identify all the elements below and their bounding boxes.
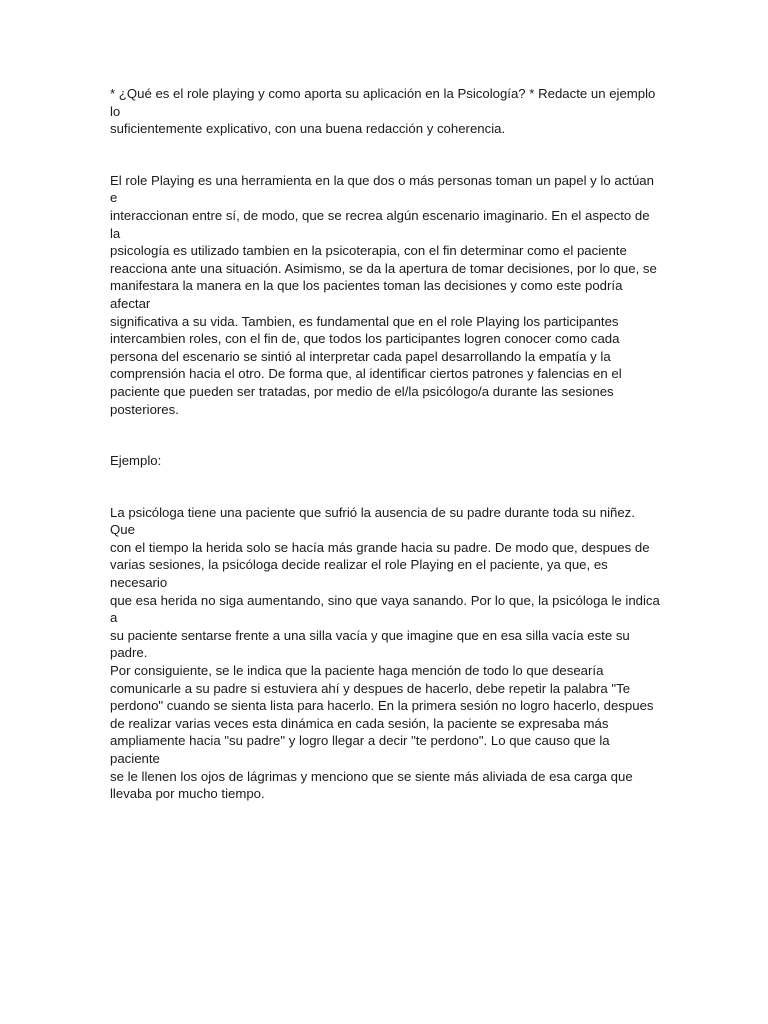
example-heading: Ejemplo:	[110, 453, 162, 469]
spacer	[110, 418, 662, 452]
question-paragraph: * ¿Qué es el role playing y como aporta su aplicación en la Psicología? * Redacte un ejemplo lo suficientemente explicativo, con una buena redacción y coherencia.	[110, 86, 656, 137]
example-paragraph: La psicóloga tiene una paciente que sufrió la ausencia de su padre durante toda su niñez. Que con el tiempo la herida solo se hacía más grande hacia su padre. De modo que, despues de varias sesiones, la psicóloga decide realizar el role Playing en el paciente, ya que, es necesario que esa herida no siga aumentando, sino que vaya sanando. Por lo que, la psicóloga le indica a su paciente sentarse frente a una silla vacía y que imagine que en esa silla vacía este su padre. Por consiguiente, se le indica que la paciente haga mención de todo lo que desearía comunicarle a su padre si estuviera ahí y despues de hacerlo, debe repetir la palabra "Te perdono" cuando se sienta lista para hacerlo. En la primera sesión no logro hacerlo, despues de realizar varias veces esta dinámica en cada sesión, la paciente se expresaba más ampliamente hacia "su padre" y logro llegar a decir "te perdono". Lo que causo que la paciente se le llenen los ojos de lágrimas y menciono que se siente más aliviada de esa carga que llevaba por mucho tiempo.	[110, 504, 660, 802]
spacer	[110, 138, 662, 172]
document-body	[110, 85, 662, 803]
answer-paragraph: El role Playing es una herramienta en la que dos o más personas toman un papel y lo actúan e interaccionan entre sí, de modo, que se recrea algún escenario imaginario. En el aspecto de la psicología es utilizado tambien en la psicoterapia, con el fin determinar como el paciente reacciona ante una situación. Asimismo, se da la apertura de tomar decisiones, por lo que, se manifestara la manera en la que los pacientes toman las decisiones y como este podría afectar significativa a su vida. Tambien, es fundamental que en el role Playing los participantes intercambien roles, con el fin de, que todos los participantes logren conocer como cada persona del escenario se sintió al interpretar cada papel desarrollando la empatía y la comprensión hacia el otro. De forma que, al identificar ciertos patrones y falencias en el paciente que pueden ser tratadas, por medio de el/la psicólogo/a durante las sesiones posteriores.	[110, 172, 657, 417]
spacer	[110, 470, 662, 504]
